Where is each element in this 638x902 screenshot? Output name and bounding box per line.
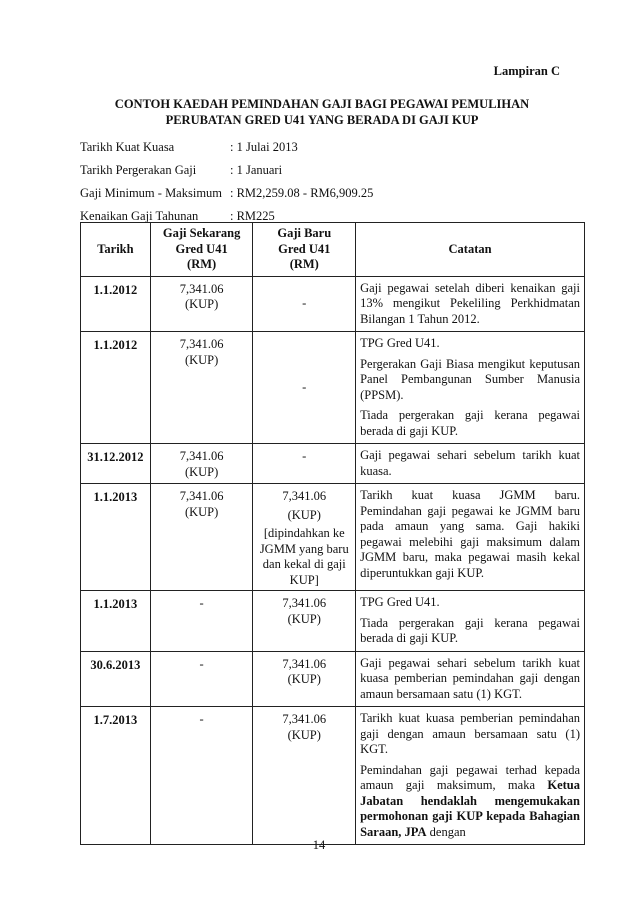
row-date: 1.1.2012 [81, 332, 151, 444]
table-row [81, 651, 585, 707]
table-header-row [81, 223, 585, 277]
row-date: 1.7.2013 [81, 707, 151, 845]
salary-value: 7,341.06 [179, 489, 224, 503]
salary-value: 7,341.06 [179, 281, 224, 296]
row-notes [356, 651, 585, 707]
page-number: 14 [312, 838, 326, 852]
salary-value: 7,341.06 [282, 712, 327, 726]
note-text: dengan [426, 824, 466, 839]
table-row [81, 332, 585, 444]
salary-value: - [302, 449, 307, 463]
row-new-salary [253, 444, 356, 484]
table-row [81, 444, 585, 484]
info-label: Kenaikan Gaji Tahunan [80, 209, 199, 223]
info-value: : 1 Januari [230, 163, 283, 177]
appendix-label: Lampiran C [493, 64, 560, 78]
salary-sub: (KUP) [184, 297, 219, 311]
info-label: Gaji Minimum - Maksimum [80, 186, 223, 200]
note-text: Pemindahan gaji pegawai terhad kepada amaun gaji maksimum, maka [360, 762, 580, 792]
salary-value: 7,341.06 [282, 596, 327, 610]
table-row [81, 591, 585, 652]
salary-sub: (KUP) [287, 727, 321, 742]
note-paragraph: Gaji pegawai sehari sebelum tarikh kuat kuasa pemberian pemindahan gaji dengan amaun bersamaan satu (1) KGT. [360, 655, 580, 701]
row-date: 30.6.2013 [81, 651, 151, 707]
row-current-salary [150, 707, 253, 845]
salary-value: - [199, 656, 204, 671]
header-line: Gred U41 [278, 241, 331, 256]
row-new-salary [253, 332, 356, 444]
header-line: Gaji Baru [277, 226, 332, 240]
row-current-salary [150, 484, 253, 591]
note-paragraph: Tarikh kuat kuasa JGMM baru. Pemindahan gaji pegawai ke JGMM baru pada amaun yang sama. Gaji hakiki pegawai melebihi gaji maksimum dalam JGMM baru, maka pegawai masih kekal diperuntukkan gaji KUP. [360, 488, 580, 580]
salary-transfer-note: [dipindahkan ke JGMM yang baru dan kekal di gaji KUP] [259, 526, 349, 587]
table-row [81, 276, 585, 332]
salary-sub: (KUP) [287, 672, 321, 686]
salary-sub: (KUP) [287, 611, 321, 626]
table-row [81, 707, 585, 845]
row-date: 1.1.2013 [81, 484, 151, 591]
info-row [80, 140, 373, 163]
salary-value: 7,341.06 [282, 656, 327, 671]
salary-value: - [199, 596, 204, 610]
note-paragraph: TPG Gred U41. [360, 336, 440, 350]
row-new-salary [253, 707, 356, 845]
header-current-salary [150, 223, 253, 277]
row-current-salary [150, 276, 253, 332]
row-new-salary [253, 484, 356, 591]
table-row [81, 484, 585, 591]
info-row [80, 186, 373, 209]
document-title [62, 96, 582, 128]
row-date: 31.12.2012 [81, 444, 151, 484]
row-notes [356, 484, 585, 591]
row-current-salary [150, 591, 253, 652]
salary-sub: (KUP) [184, 504, 219, 519]
header-date: Tarikh [81, 223, 151, 277]
salary-sub: (KUP) [184, 464, 219, 479]
header-notes: Catatan [356, 223, 585, 277]
row-notes [356, 591, 585, 652]
salary-value: - [302, 296, 307, 310]
info-value: : RM2,259.08 - RM6,909.25 [230, 186, 374, 200]
header-line: Gred U41 [175, 241, 228, 256]
salary-info-list [80, 140, 373, 232]
note-paragraph: Gaji pegawai setelah diberi kenaikan gaji 13% mengikut Pekeliling Perkhidmatan Bilangan 1 Tahun 2012. [360, 280, 580, 326]
info-row [80, 163, 373, 186]
row-date: 1.1.2013 [81, 591, 151, 652]
row-new-salary [253, 276, 356, 332]
salary-sub: (KUP) [287, 507, 321, 522]
info-value: : 1 Julai 2013 [230, 140, 298, 154]
note-paragraph: Tiada pergerakan gaji kerana pegawai berada di gaji KUP. [360, 615, 580, 645]
header-line: (RM) [187, 257, 217, 271]
title-line-1: CONTOH KAEDAH PEMINDAHAN GAJI BAGI PEGAWAI PEMULIHAN [114, 97, 530, 111]
salary-sub: (KUP) [184, 352, 219, 367]
row-date: 1.1.2012 [81, 276, 151, 332]
salary-value: - [302, 379, 307, 394]
note-paragraph [360, 763, 580, 841]
title-line-2: PERUBATAN GRED U41 YANG BERADA DI GAJI KUP [165, 113, 479, 127]
row-new-salary [253, 591, 356, 652]
salary-value: 7,341.06 [282, 489, 327, 503]
note-bold-text: Ketua Jabatan hendaklah mengemukakan permohonan gaji KUP kepada Bahagian Saraan, JPA [360, 778, 580, 839]
salary-transfer-table [80, 222, 585, 845]
note-paragraph: Gaji pegawai sehari sebelum tarikh kuat kuasa. [360, 448, 580, 478]
note-paragraph: TPG Gred U41. [360, 595, 440, 609]
note-paragraph: Tiada pergerakan gaji kerana pegawai berada di gaji KUP. [360, 408, 580, 438]
row-notes [356, 332, 585, 444]
note-paragraph: Pergerakan Gaji Biasa mengikut keputusan Panel Pembangunan Sumber Manusia (PPSM). [360, 356, 580, 402]
salary-value: 7,341.06 [179, 337, 224, 351]
header-line: (RM) [289, 257, 319, 271]
row-notes [356, 707, 585, 845]
info-label: Tarikh Kuat Kuasa [80, 140, 175, 154]
info-value: : RM225 [230, 209, 275, 223]
row-notes [356, 444, 585, 484]
salary-value: - [199, 712, 204, 726]
row-current-salary [150, 444, 253, 484]
row-notes [356, 276, 585, 332]
header-line: Gaji Sekarang [162, 226, 241, 240]
header-new-salary [253, 223, 356, 277]
row-new-salary [253, 651, 356, 707]
salary-value: 7,341.06 [179, 449, 224, 463]
row-current-salary [150, 332, 253, 444]
info-label: Tarikh Pergerakan Gaji [80, 163, 197, 177]
row-current-salary [150, 651, 253, 707]
note-paragraph: Tarikh kuat kuasa pemberian pemindahan gaji dengan amaun bersamaan satu (1) KGT. [360, 711, 580, 756]
